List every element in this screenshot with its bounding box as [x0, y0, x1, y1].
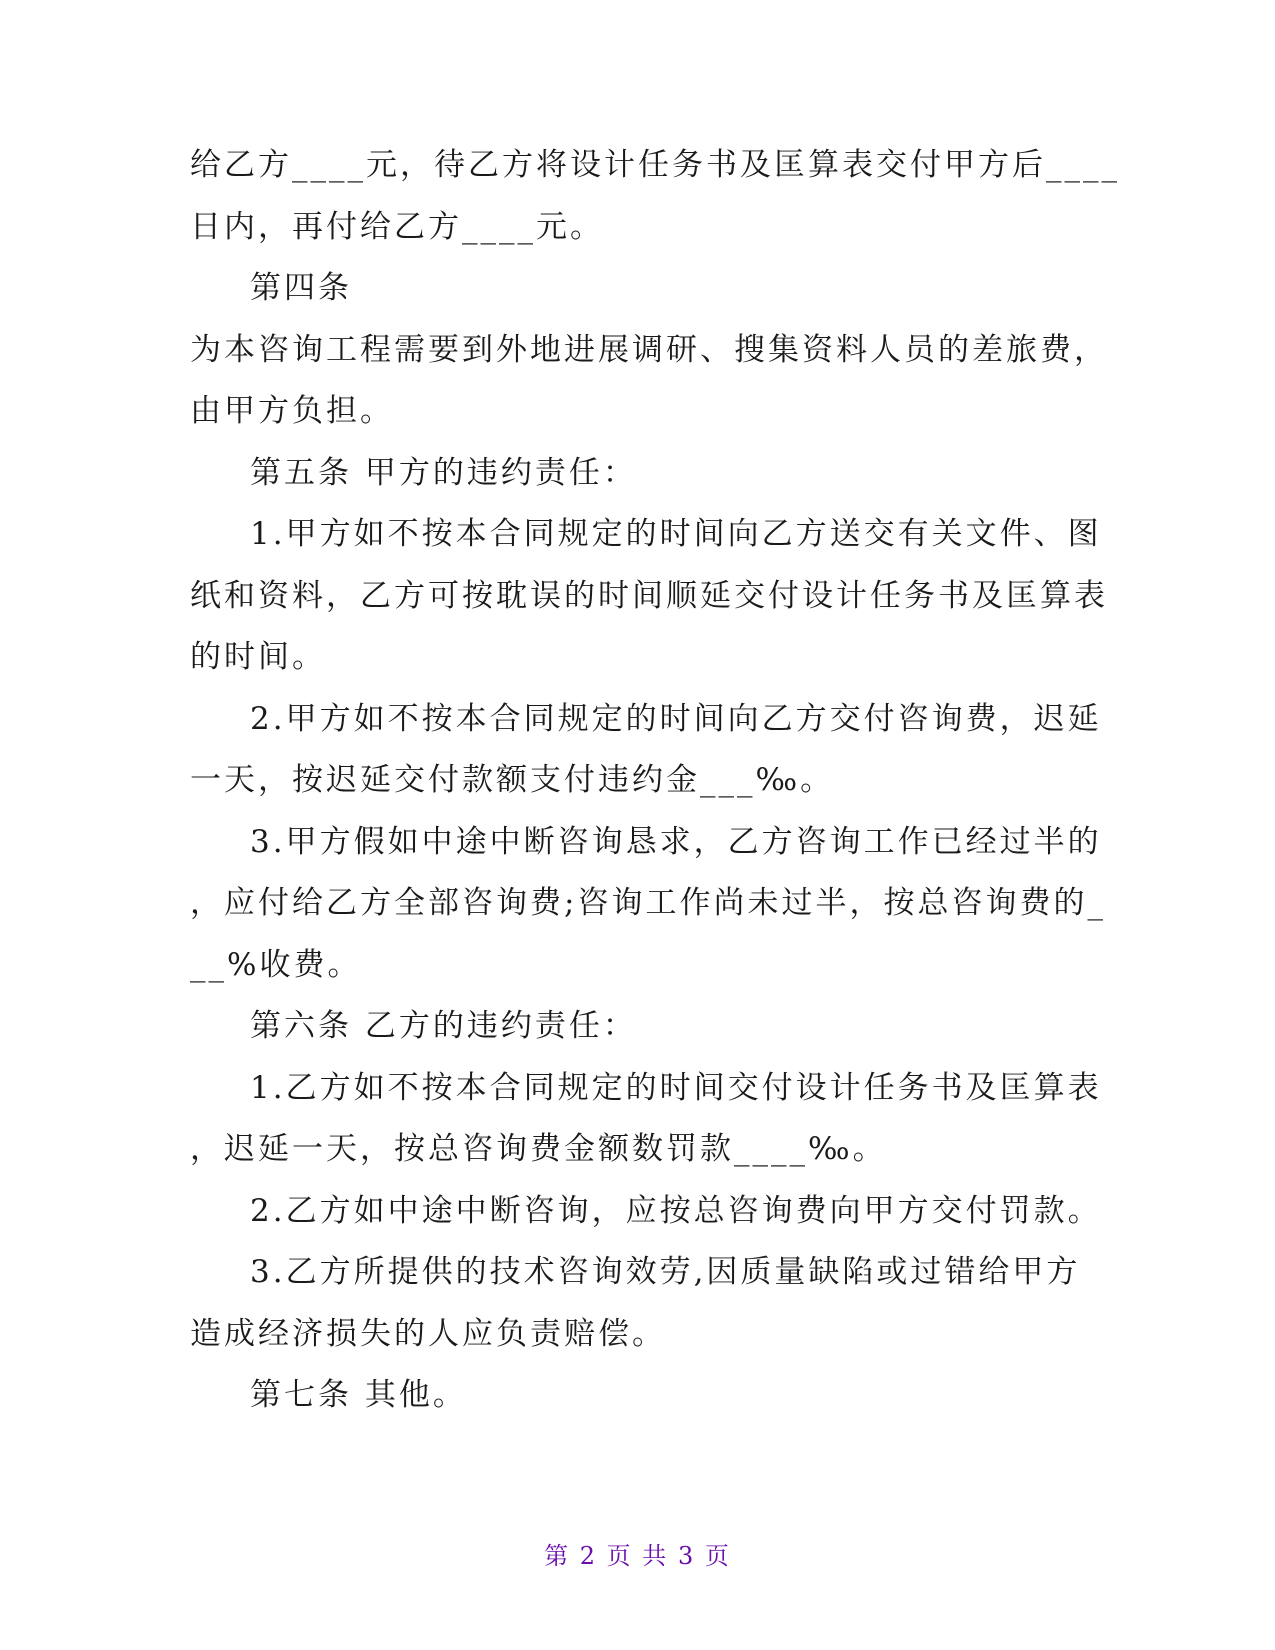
clause-line: 2.乙方如中途中断咨询，应按总咨询费向甲方交付罚款。	[250, 1193, 1102, 1229]
clause-line: 1.乙方如不按本合同规定的时间交付设计任务书及匡算表	[250, 1070, 1102, 1106]
paragraph-line: 给乙方____元，待乙方将设计任务书及匡算表交付甲方后____	[190, 147, 1120, 183]
clause-line: 1.甲方如不按本合同规定的时间向乙方送交有关文件、图	[250, 516, 1102, 552]
clause-line: 2.甲方如不按本合同规定的时间向乙方交付咨询费，迟延	[250, 701, 1102, 737]
paragraph-line: 一天，按迟延交付款额支付违约金___‰。	[190, 762, 835, 798]
paragraph-line: 为本咨询工程需要到外地进展调研、搜集资料人员的差旅费，	[190, 332, 1108, 368]
article-heading: 第五条 甲方的违约责任：	[250, 455, 637, 491]
paragraph-line: 造成经济损失的人应负责赔偿。	[190, 1316, 666, 1352]
paragraph-line: ，迟延一天，按总咨询费金额数罚款____‰。	[190, 1131, 887, 1167]
paragraph-line: 的时间。	[190, 639, 326, 675]
article-heading: 第四条	[250, 270, 352, 306]
paragraph-line: ，应付给乙方全部咨询费;咨询工作尚未过半，按总咨询费的_	[190, 885, 1106, 921]
clause-line: 3.乙方所提供的技术咨询效劳,因质量缺陷或过错给甲方	[250, 1254, 1081, 1290]
paragraph-line: __%收费。	[190, 947, 362, 983]
paragraph-line: 由甲方负担。	[190, 393, 394, 429]
page-number-footer: 第 2 页 共 3 页	[544, 1542, 731, 1570]
paragraph-line: 日内，再付给乙方____元。	[190, 209, 604, 245]
article-heading: 第六条 乙方的违约责任：	[250, 1008, 637, 1044]
clause-line: 3.甲方假如中途中断咨询恳求，乙方咨询工作已经过半的	[250, 824, 1102, 860]
paragraph-line: 纸和资料，乙方可按耽误的时间顺延交付设计任务书及匡算表	[190, 578, 1108, 614]
article-heading: 第七条 其他。	[250, 1377, 467, 1413]
